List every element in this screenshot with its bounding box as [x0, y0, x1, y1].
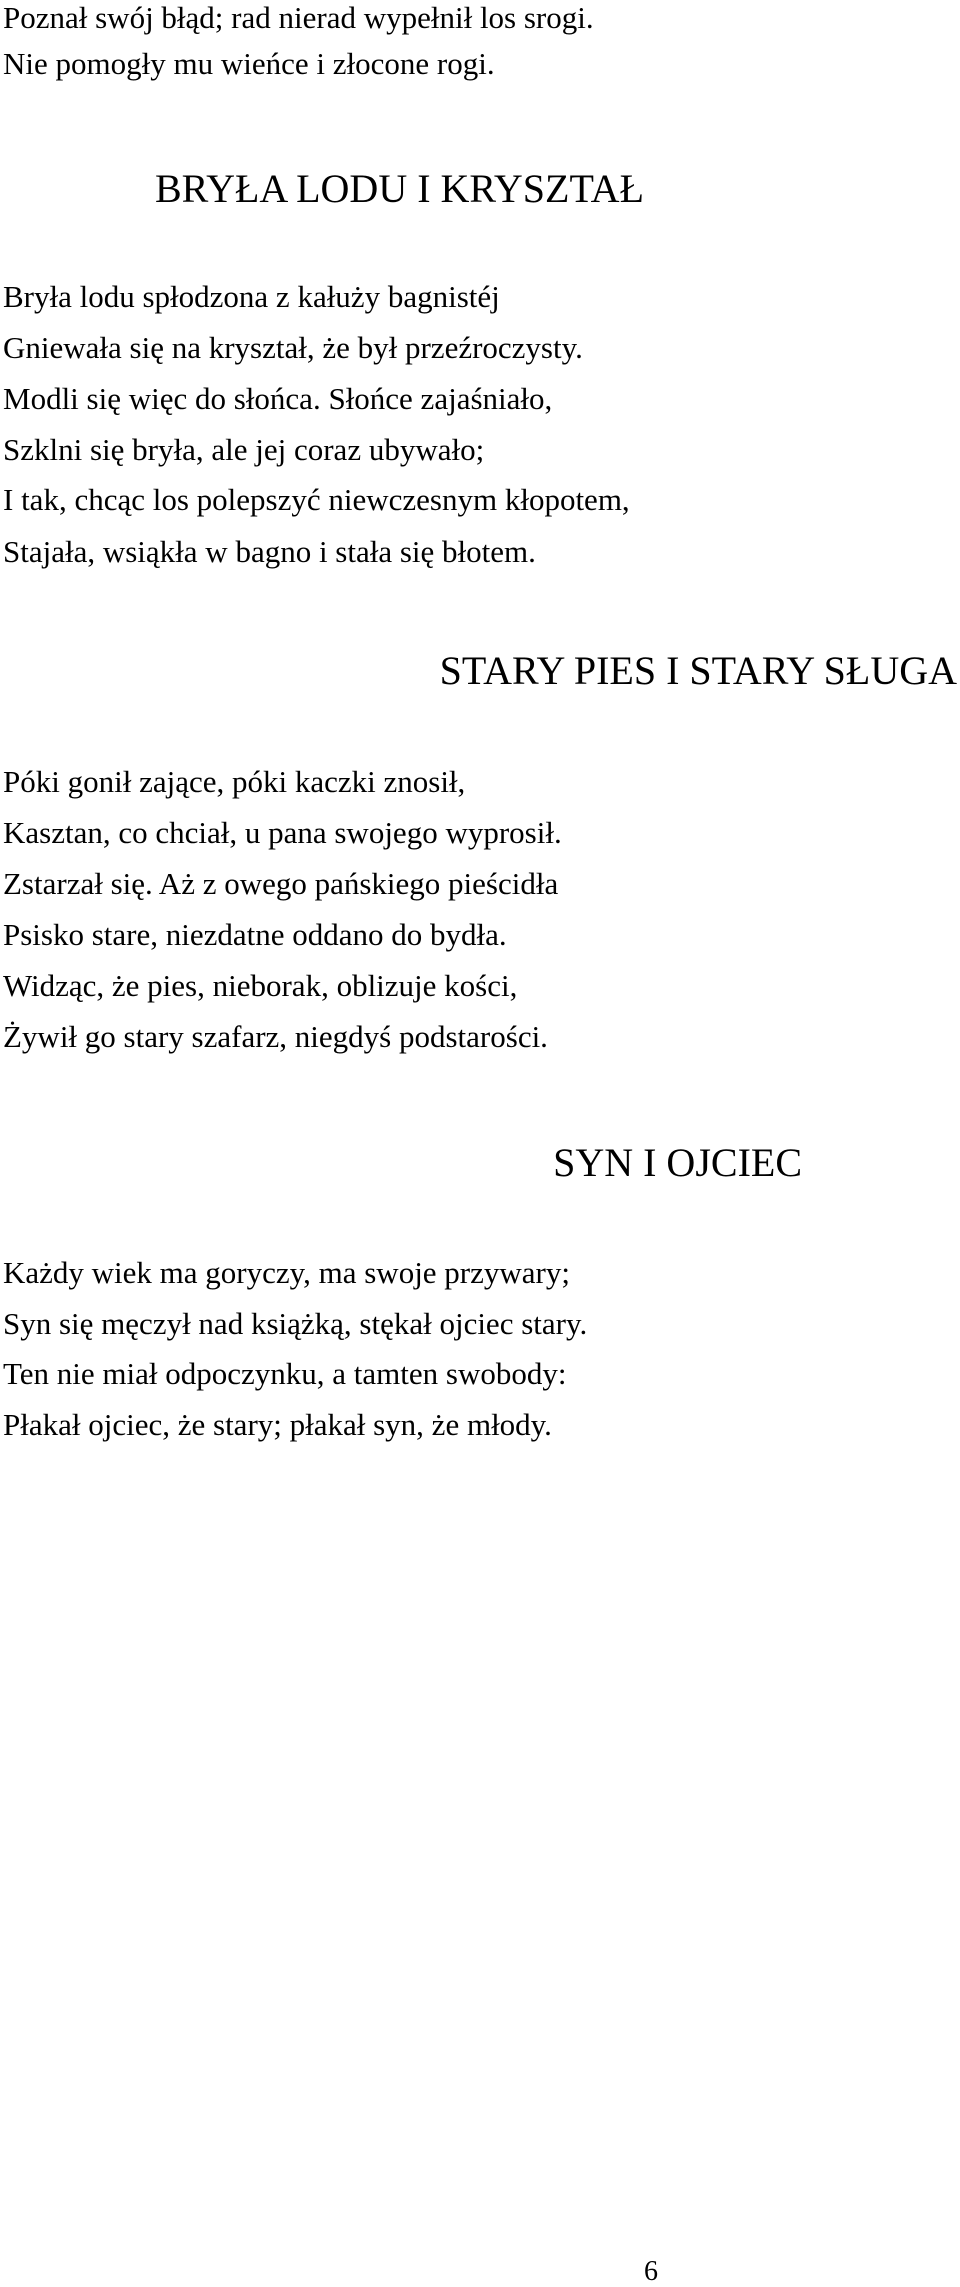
poem3-line-3: Ten nie miał odpoczynku, a tamten swobody: — [3, 1356, 567, 1391]
poem1-line-3: Modli się więc do słońca. Słońce zajaśniało, — [3, 381, 553, 416]
poem2-line-2: Kasztan, co chciał, u pana swojego wyprosił. — [3, 815, 562, 850]
poem3-line-1: Każdy wiek ma goryczy, ma swoje przywary; — [3, 1255, 570, 1290]
poem3-line-4: Płakał ojciec, że stary; płakał syn, że młody. — [3, 1407, 552, 1442]
poem2-line-3: Zstarzał się. Aż z owego pańskiego pieścidła — [3, 866, 559, 901]
poem2-line-5: Widząc, że pies, nieborak, oblizuje kości, — [3, 968, 518, 1003]
poem1-line-2: Gniewała się na kryształ, że był przeźroczysty. — [3, 330, 583, 365]
page-number: 6 — [644, 2256, 658, 2287]
poem-title-syn-i-ojciec: SYN I OJCIEC — [553, 1140, 802, 1185]
poem2-line-1: Póki gonił zające, póki kaczki znosił, — [3, 764, 466, 799]
poem3-line-2: Syn się męczył nad książką, stękał ojciec stary. — [3, 1306, 588, 1341]
poem1-line-1: Bryła lodu spłodzona z kałuży bagnistéj — [3, 279, 500, 314]
intro-line-1: Poznał swój błąd; rad nierad wypełnił los srogi. — [3, 0, 594, 35]
poem1-line-6: Stajała, wsiąkła w bagno i stała się błotem. — [3, 534, 536, 569]
poem1-line-4: Szklni się bryła, ale jej coraz ubywało; — [3, 432, 485, 467]
poem-title-bryla-lodu: BRYŁA LODU I KRYSZTAŁ — [154, 166, 644, 211]
poem2-line-6: Żywił go stary szafarz, niegdyś podstarości. — [3, 1019, 548, 1054]
poem1-line-5: I tak, chcąc los polepszyć niewczesnym kłopotem, — [3, 482, 630, 517]
poem-title-stary-pies: STARY PIES I STARY SŁUGA — [439, 648, 957, 693]
poem2-line-4: Psisko stare, niezdatne oddano do bydła. — [3, 917, 507, 952]
intro-line-2: Nie pomogły mu wieńce i złocone rogi. — [3, 46, 495, 81]
